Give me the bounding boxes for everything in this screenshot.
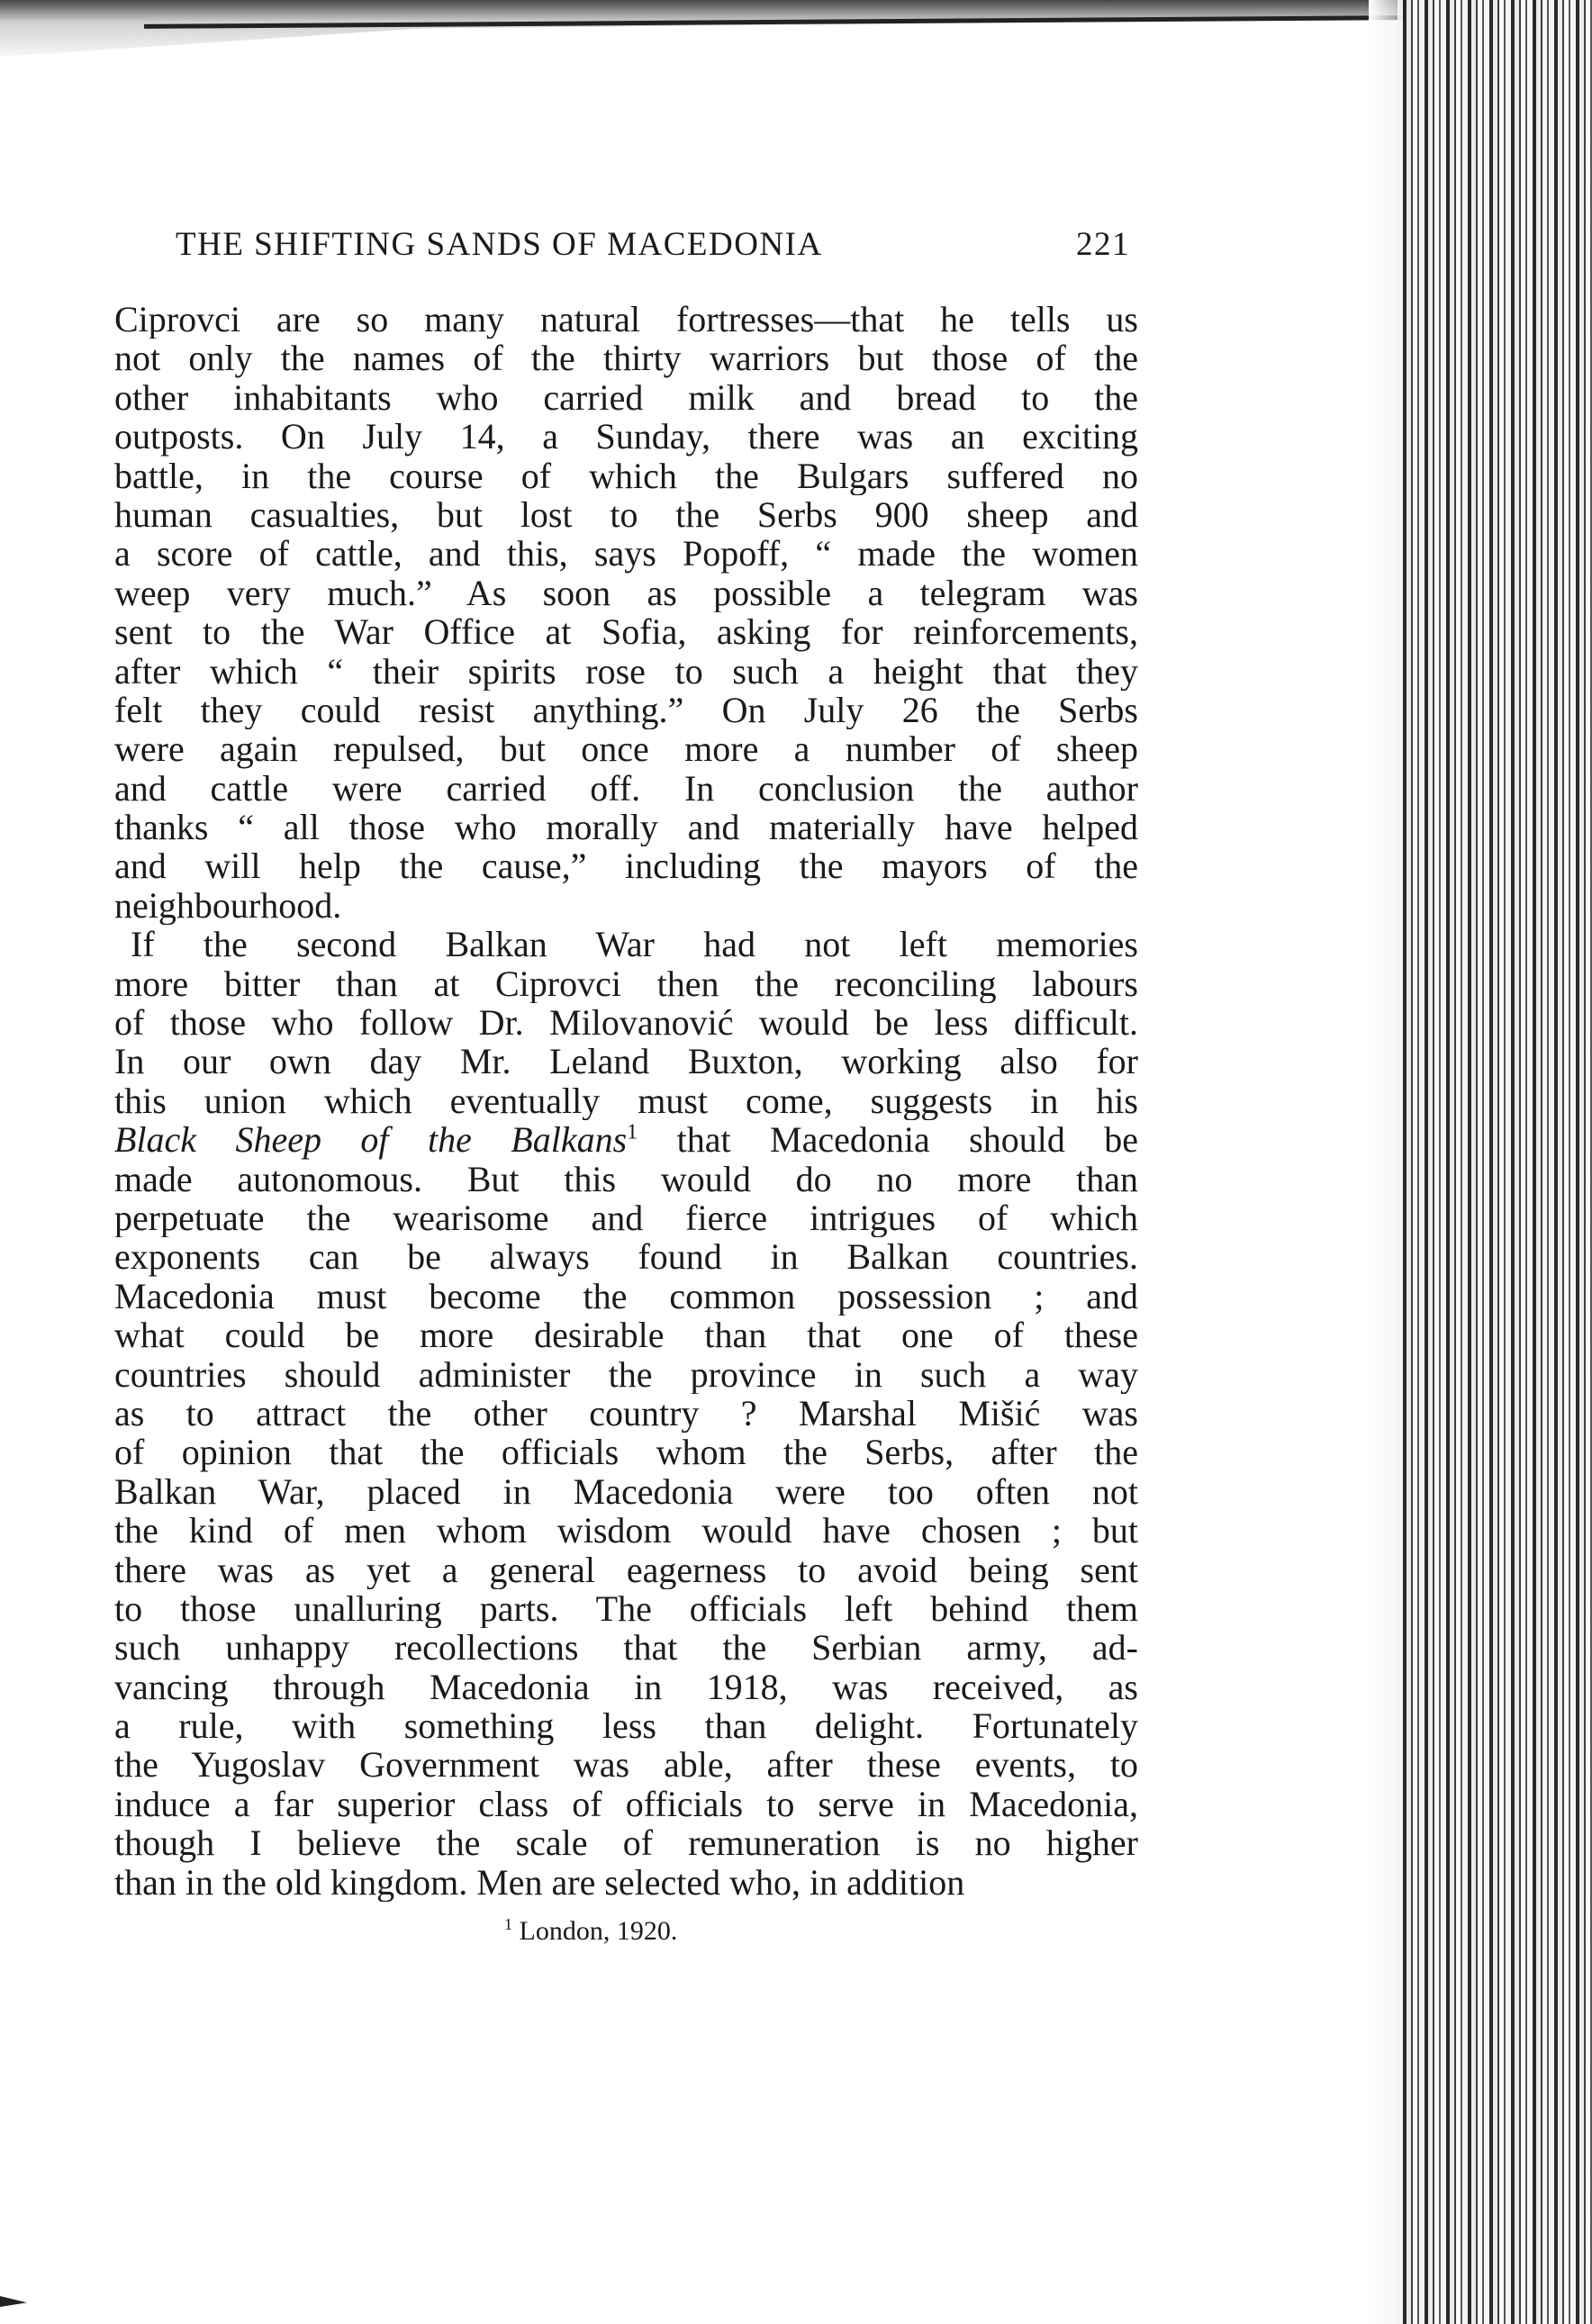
- text-line: battle, in the course of which the Bulgars suffered no: [114, 456, 1138, 495]
- text-line: weep very much.” As soon as possible a telegram was: [114, 573, 1138, 613]
- scan-shadow: [0, 0, 1405, 63]
- text-line: such unhappy recollections that the Serbian army, ad-: [114, 1628, 1138, 1668]
- text-line: what could be more desirable than that one of these: [114, 1316, 1138, 1355]
- text-line: though I believe the scale of remuneration is no higher: [114, 1823, 1138, 1863]
- text-line: more bitter than at Ciprovci then the reconciling labours: [114, 963, 1138, 1004]
- text-line: made autonomous. But this would do no more than: [114, 1159, 1138, 1198]
- text-line: a score of cattle, and this, says Popoff, “ made the women: [114, 534, 1138, 574]
- book-title: Black Sheep of the Balkans: [114, 1120, 628, 1160]
- text-line: were again repulsed, but once more a number of sheep: [114, 729, 1138, 769]
- text-line: induce a far superior class of officials to serve in Macedonia,: [114, 1784, 1138, 1824]
- footnote: [504, 1916, 677, 1947]
- running-head-title: THE SHIFTING SANDS OF MACEDONIA: [176, 226, 823, 263]
- text-line: neighbourhood.: [114, 885, 342, 926]
- body-text: [114, 300, 1138, 1902]
- text-line: a rule, with something less than delight. Fortunately: [114, 1706, 1138, 1746]
- text-line: not only the names of the thirty warriors but those of the: [114, 339, 1138, 378]
- text-line: the kind of men whom wisdom would have chosen ; but: [114, 1511, 1138, 1551]
- text-line: than in the old kingdom. Men are selected who, in addition: [114, 1862, 965, 1903]
- text-line: Ciprovci are so many natural fortresses—that he tells us: [114, 300, 1138, 339]
- text-line: countries should administer the province in such a way: [114, 1354, 1138, 1394]
- text-line: [114, 1120, 1138, 1159]
- text-line: this union which eventually must come, suggests in his: [114, 1081, 1138, 1121]
- text-line: Macedonia must become the common possession ; and: [114, 1276, 1138, 1316]
- footnote-ref: 1: [627, 1120, 638, 1144]
- book-fore-edge: [1398, 0, 1592, 2324]
- text-line: the Yugoslav Government was able, after these events, to: [114, 1745, 1138, 1785]
- text-line: sent to the War Office at Sofia, asking for reinforcements,: [114, 612, 1138, 652]
- text-line: outposts. On July 14, a Sunday, there was an exciting: [114, 417, 1138, 457]
- text-line: other inhabitants who carried milk and bread to the: [114, 377, 1138, 418]
- footnote-text: London, 1920.: [519, 1916, 678, 1946]
- text-line: after which “ their spirits rose to such a height that they: [114, 651, 1138, 691]
- text-line: to those unalluring parts. The officials left behind them: [114, 1588, 1138, 1629]
- corner-mark: [0, 2296, 27, 2307]
- text-line: vancing through Macedonia in 1918, was received, as: [114, 1667, 1138, 1707]
- text-line: felt they could resist anything.” On July 26 the Serbs: [114, 690, 1138, 730]
- text-line: of those who follow Dr. Milovanović would be less difficult.: [114, 1003, 1138, 1043]
- text-line: there was as yet a general eagerness to avoid being sent: [114, 1550, 1138, 1589]
- text-line: thanks “ all those who morally and materially have helped: [114, 808, 1138, 847]
- text-line: of opinion that the officials whom the Serbs, after the: [114, 1433, 1138, 1472]
- text-line: as to attract the other country ? Marshal Mišić was: [114, 1393, 1138, 1433]
- running-head: [176, 225, 1130, 264]
- text-line: Balkan War, placed in Macedonia were too often not: [114, 1471, 1138, 1512]
- footnote-marker: 1: [504, 1915, 512, 1933]
- text-line: human casualties, but lost to the Serbs 900 sheep and: [114, 494, 1138, 535]
- text-line: In our own day Mr. Leland Buxton, working also for: [114, 1042, 1138, 1081]
- text-line: and cattle were carried off. In conclusion the author: [114, 768, 1138, 809]
- text-line: If the second Balkan War had not left memories: [131, 925, 1138, 964]
- text-line: perpetuate the wearisome and fierce intrigues of which: [114, 1198, 1138, 1238]
- text-line: exponents can be always found in Balkan countries.: [114, 1237, 1138, 1277]
- line-rest: that Macedonia should be: [676, 1120, 1138, 1160]
- text-line: and will help the cause,” including the mayors of the: [114, 846, 1138, 886]
- page-number: 221: [1076, 226, 1130, 263]
